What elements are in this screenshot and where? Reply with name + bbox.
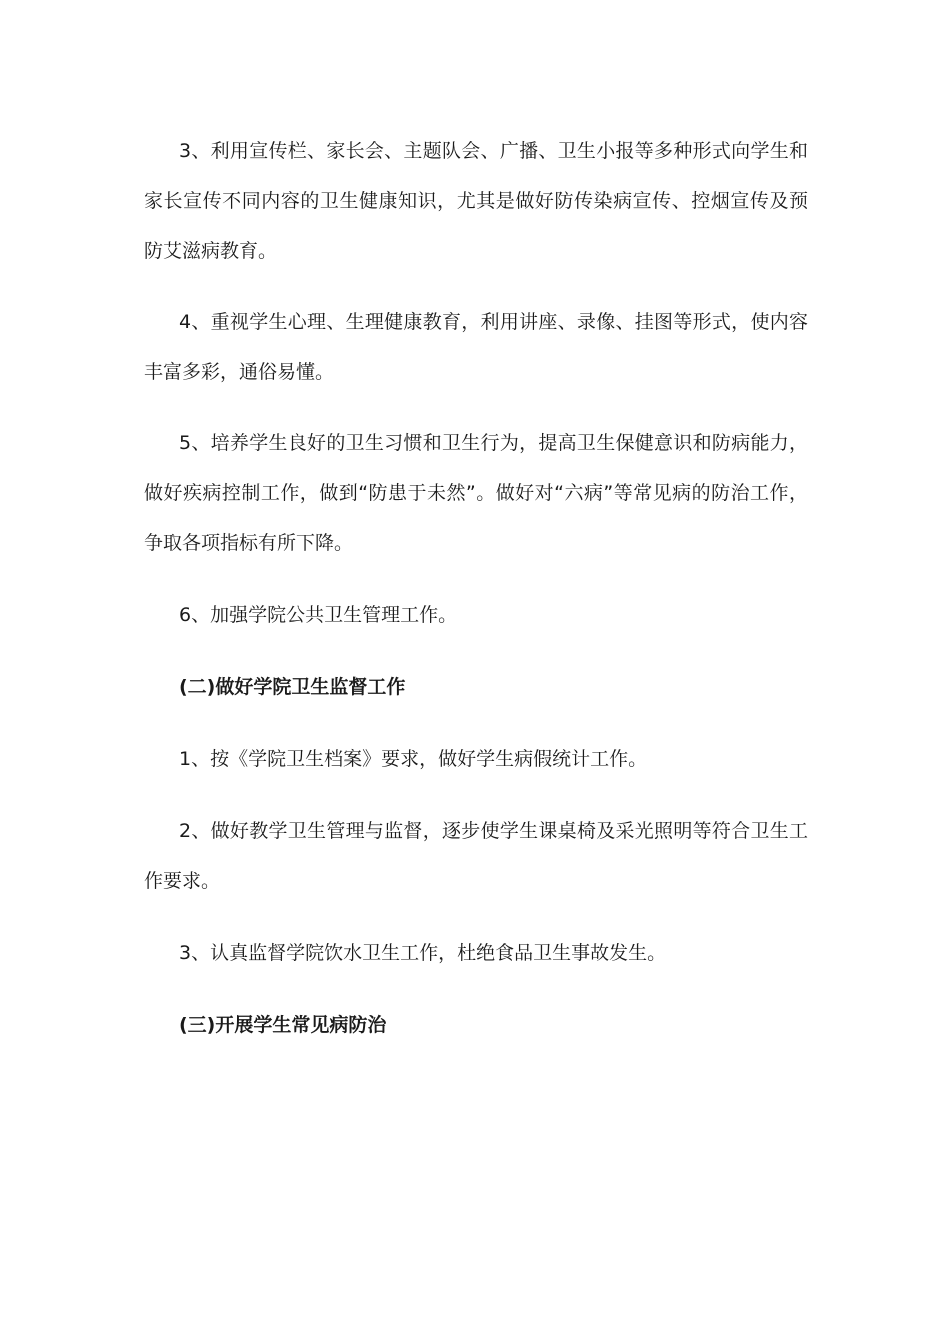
paragraph-item-3-water-food-safety: 3、认真监督学院饮水卫生工作，杜绝食品卫生事故发生。 (179, 942, 667, 964)
paragraph-item-5-hygiene-habits: 5、培养学生良好的卫生习惯和卫生行为，提高卫生保健意识和防病能力，做好疾病控制工作，做到“防患于未然”。做好对“六病”等常见病的防治工作，争取各项指标有所下降。 (144, 432, 808, 554)
paragraph-item-6-public-hygiene: 6、加强学院公共卫生管理工作。 (179, 604, 458, 626)
paragraph-item-3-health-publicity: 3、利用宣传栏、家长会、主题队会、广播、卫生小报等多种形式向学生和家长宣传不同内容的卫生健康知识，尤其是做好防传染病宣传、控烟宣传及预防艾滋病教育。 (144, 140, 808, 262)
section-heading-common-disease-prevention: (三)开展学生常见病防治 (179, 1014, 387, 1036)
paragraph-item-2-teaching-hygiene: 2、做好教学卫生管理与监督，逐步使学生课桌椅及采光照明等符合卫生工作要求。 (144, 820, 808, 892)
paragraph-item-1-sick-leave-stats: 1、按《学院卫生档案》要求，做好学生病假统计工作。 (179, 748, 648, 770)
paragraph-item-4-mental-health: 4、重视学生心理、生理健康教育，利用讲座、录像、挂图等形式，使内容丰富多彩，通俗易懂。 (144, 311, 808, 383)
section-heading-hygiene-supervision: (二)做好学院卫生监督工作 (179, 676, 406, 698)
